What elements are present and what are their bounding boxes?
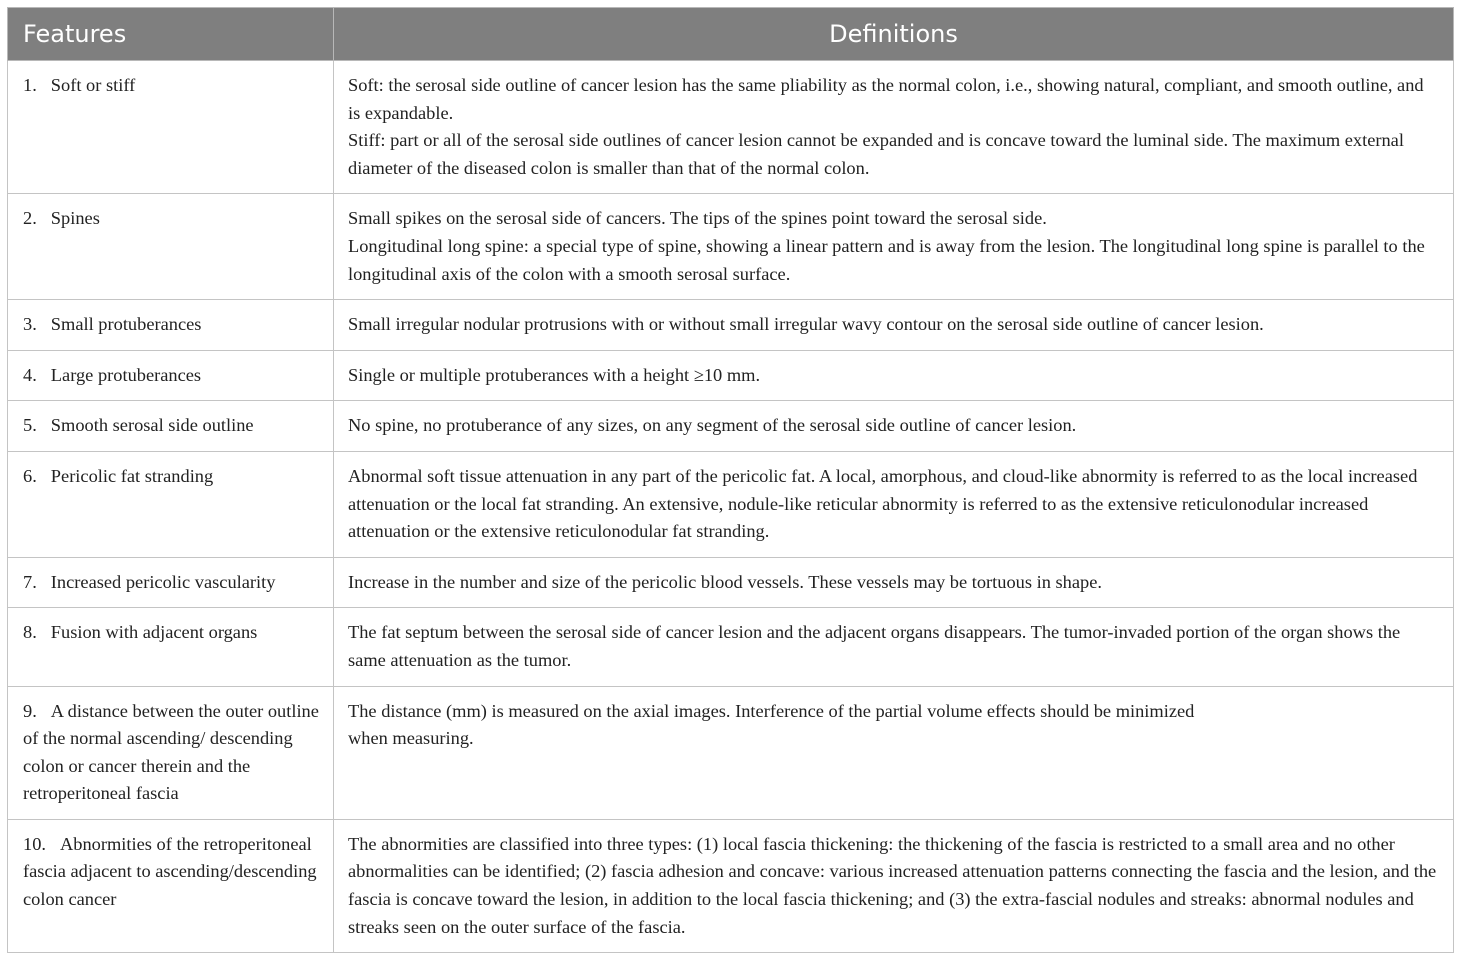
feature-cell [8, 401, 334, 452]
table-row [8, 401, 1454, 452]
feature-name: Smooth serosal side outline [50, 415, 254, 436]
row-number: 5. [23, 415, 37, 436]
feature-name: Pericolic fat stranding [50, 465, 214, 486]
definition-text: Longitudinal long spine: a special type of spine, showing a linear pattern and is away from the lesion. The longitudinal long spine is parallel to the longitudinal axis of the colon with a smooth serosal surface. [348, 235, 1425, 284]
table-row [8, 819, 1454, 952]
row-number: 8. [23, 622, 37, 643]
row-number: 4. [23, 364, 37, 385]
table-body [8, 61, 1454, 953]
feature-cell [8, 451, 334, 557]
features-definitions-table [7, 7, 1454, 953]
feature-cell [8, 686, 334, 819]
table-row [8, 61, 1454, 194]
definition-cell [334, 350, 1454, 401]
definition-cell [334, 557, 1454, 608]
table-row [8, 350, 1454, 401]
row-number: 1. [23, 75, 37, 95]
header-definitions: Definitions [334, 8, 1454, 61]
feature-name: Small protuberances [50, 314, 202, 335]
row-number: 3. [23, 314, 37, 335]
feature-cell [8, 557, 334, 608]
definition-text: Small spikes on the serosal side of cancers. The tips of the spines point toward the serosal side. [348, 208, 1047, 229]
feature-cell [8, 194, 334, 300]
table-row [8, 557, 1454, 608]
definition-text: The abnormities are classified into three types: (1) local fascia thickening: the thickening of the fascia is restricted to a small area and no other abnormalities can be identified; (2) fascia adhesion and concave: various increased attenuation patterns connecting the fascia and the lesion, and the fascia is concave toward the lesion, in addition to the local fascia thickening; and (3) the extra-fascial nodules and streaks: abnormal nodules and streaks seen on the outer surface of the fascia. [348, 833, 1437, 937]
definition-cell [334, 194, 1454, 300]
feature-name: Increased pericolic vascularity [50, 571, 276, 592]
table-row [8, 300, 1454, 351]
table-row [8, 686, 1454, 819]
feature-name: Spines [50, 208, 100, 229]
definition-cell [334, 451, 1454, 557]
definition-text: when measuring. [348, 728, 474, 749]
header-row [8, 8, 1454, 61]
row-number: 7. [23, 571, 37, 592]
feature-name: Soft or stiff [50, 75, 136, 95]
definition-text: The distance (mm) is measured on the axial images. Interference of the partial volume effects should be minimized [348, 700, 1195, 721]
row-number: 10. [23, 833, 46, 854]
definition-cell [334, 608, 1454, 686]
feature-cell [8, 350, 334, 401]
table-row [8, 608, 1454, 686]
table-header [8, 8, 1454, 61]
feature-name: Abnormities of the retroperitoneal fascia adjacent to ascending/descending colon cancer [23, 833, 317, 910]
definition-text: Small irregular nodular protrusions with or without small irregular wavy contour on the serosal side outline of cancer lesion. [348, 314, 1264, 335]
definition-text: Single or multiple protuberances with a height ≥10 mm. [348, 364, 761, 385]
header-features: Features [8, 8, 334, 61]
row-number: 2. [23, 208, 37, 229]
definition-text: Soft: the serosal side outline of cancer lesion has the same pliability as the normal colon, i.e., showing natural, compliant, and smooth outline, and is expandable. [348, 75, 1424, 123]
definition-text: Abnormal soft tissue attenuation in any part of the pericolic fat. A local, amorphous, and cloud-like abnormity is referred to as the local increased attenuation or the local fat stranding. An extensive, nodule-like reticular abnormity is referred to as the extensive reticulonodular increased attenuation or the extensive reticulonodular fat stranding. [348, 465, 1418, 542]
table-row [8, 451, 1454, 557]
row-number: 9. [23, 700, 37, 721]
feature-name: Large protuberances [50, 364, 202, 385]
definition-cell [334, 686, 1454, 819]
feature-cell [8, 819, 334, 952]
feature-name: Fusion with adjacent organs [50, 622, 258, 643]
table-row [8, 194, 1454, 300]
definition-text: Increase in the number and size of the pericolic blood vessels. These vessels may be tortuous in shape. [348, 571, 1102, 592]
row-number: 6. [23, 465, 37, 486]
definition-text: No spine, no protuberance of any sizes, on any segment of the serosal side outline of cancer lesion. [348, 415, 1077, 436]
definition-cell [334, 401, 1454, 452]
feature-name: A distance between the outer outline of the normal ascending/ descending colon or cancer therein and the retroperitoneal fascia [23, 700, 319, 804]
definition-text: Stiff: part or all of the serosal side outlines of cancer lesion cannot be expanded and is concave toward the luminal side. The maximum external diameter of the diseased colon is smaller than that of the normal colon. [348, 130, 1404, 178]
features-table-container [7, 7, 1453, 953]
definition-text: The fat septum between the serosal side of cancer lesion and the adjacent organs disappears. The tumor-invaded portion of the organ shows the same attenuation as the tumor. [348, 622, 1401, 670]
definition-cell [334, 819, 1454, 952]
definition-cell [334, 61, 1454, 194]
feature-cell [8, 608, 334, 686]
feature-cell [8, 61, 334, 194]
feature-cell [8, 300, 334, 351]
definition-cell [334, 300, 1454, 351]
